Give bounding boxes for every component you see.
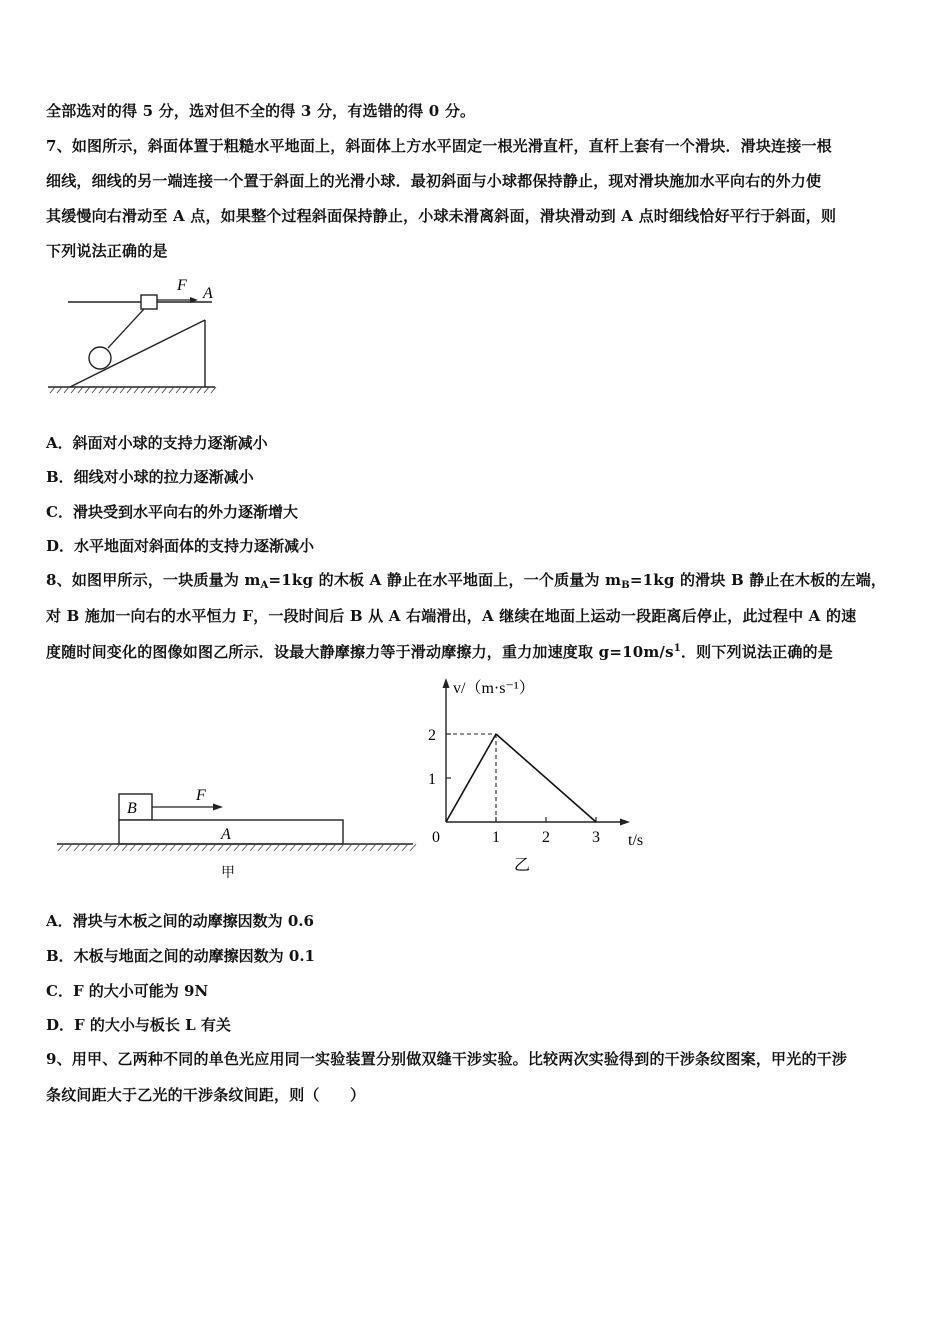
x-axis-label: t/s — [628, 832, 644, 849]
q7-force-label: F — [177, 277, 187, 294]
q8-ground-hatch — [58, 844, 416, 851]
x-tick-label-3: 3 — [592, 829, 600, 846]
q9-stem-line-2: 条纹间距大于乙光的干涉条纹间距，则（ ） — [46, 1086, 366, 1104]
y-tick-label-2: 2 — [428, 727, 436, 744]
q7-option-a: A．斜面对小球的支持力逐渐减小 — [46, 434, 268, 452]
x-tick-label-2: 2 — [542, 829, 550, 846]
q7-option-b: B．细线对小球的拉力逐渐减小 — [46, 468, 254, 486]
q8-option-d: D．F 的大小与板长 L 有关 — [46, 1016, 231, 1034]
origin-tick-label: 0 — [432, 829, 440, 846]
q8-force-label: F — [196, 787, 206, 804]
q8-stem-line-2: 对 B 施加一向右的水平恒力 F，一段时间后 B 从 A 右端滑出，A 继续在地面上运动一段距离后停止，此过程中 A 的速 — [46, 607, 857, 625]
q7-stem-line-4: 下列说法正确的是 — [46, 242, 168, 260]
q7-stem-line-3: 其缓慢向右滑动至 A 点，如果整个过程斜面保持静止，小球未滑离斜面，滑块滑动到 A 点时细线恰好平行于斜面，则 — [46, 207, 837, 225]
y-axis-label: v/（m·s⁻¹） — [453, 680, 535, 697]
q8-figure-jia — [55, 780, 420, 880]
q7-slider-block — [141, 295, 157, 309]
q8-plank-a — [119, 820, 343, 844]
q8-option-b: B．木板与地面之间的动摩擦因数为 0.1 — [46, 947, 315, 965]
q8-stem-line-1: 8、如图甲所示，一块质量为 $m_A=1kg$ 的木板 A 静止在水平地面上，一个质量为 $m_B=1kg$ 的滑块 B 静止在木板的左端， — [46, 571, 887, 591]
x-tick-label-1: 1 — [492, 829, 500, 846]
q7-option-c: C．滑块受到水平向右的外力逐渐增大 — [46, 503, 298, 521]
q7-point-a-label: A — [203, 285, 213, 302]
header-scoring-note: 全部选对的得 5 分，选对但不全的得 3 分，有选错的得 0 分。 — [46, 102, 476, 120]
q8-figure-jia-caption: 甲 — [221, 865, 235, 881]
q7-stem-line-1: 7、如图所示，斜面体置于粗糙水平地面上，斜面体上方水平固定一根光滑直杆，直杆上套有一个滑块．滑块连接一根 — [46, 137, 832, 155]
q7-ground-hatch — [50, 387, 216, 393]
velocity-segment-1 — [446, 734, 496, 822]
q7-incline-figure — [40, 272, 240, 402]
q8-vt-chart — [410, 672, 670, 877]
y-axis-arrow — [443, 678, 450, 688]
q8-plank-a-label: A — [221, 826, 231, 843]
y-tick-label-1: 1 — [428, 771, 436, 788]
q8-block-b-label: B — [127, 800, 137, 817]
x-axis-arrow — [620, 819, 630, 826]
q7-string — [108, 309, 144, 348]
q9-stem-line-1: 9、用甲、乙两种不同的单色光应用同一实验装置分别做双缝干涉实验。比较两次实验得到的干涉条纹图案，甲光的干涉 — [46, 1050, 848, 1068]
q8-figure-yi-caption: 乙 — [514, 855, 531, 874]
q7-ball — [89, 347, 111, 369]
velocity-segment-2 — [496, 734, 596, 822]
q7-stem-line-2: 细线，细线的另一端连接一个置于斜面上的光滑小球．最初斜面与小球都保持静止，现对滑块施加水平向右的外力使 — [46, 172, 822, 190]
q8-stem-line-3: 度随时间变化的图像如图乙所示．设最大静摩擦力等于滑动摩擦力，重力加速度取 $g=10m/s^1$．则下列说法正确的是 — [46, 643, 833, 661]
q8-option-a: A．滑块与木板之间的动摩擦因数为 0.6 — [46, 912, 314, 930]
q8-option-c: C．F 的大小可能为 9N — [46, 982, 209, 1000]
q7-option-d: D．水平地面对斜面体的支持力逐渐减小 — [46, 537, 315, 555]
